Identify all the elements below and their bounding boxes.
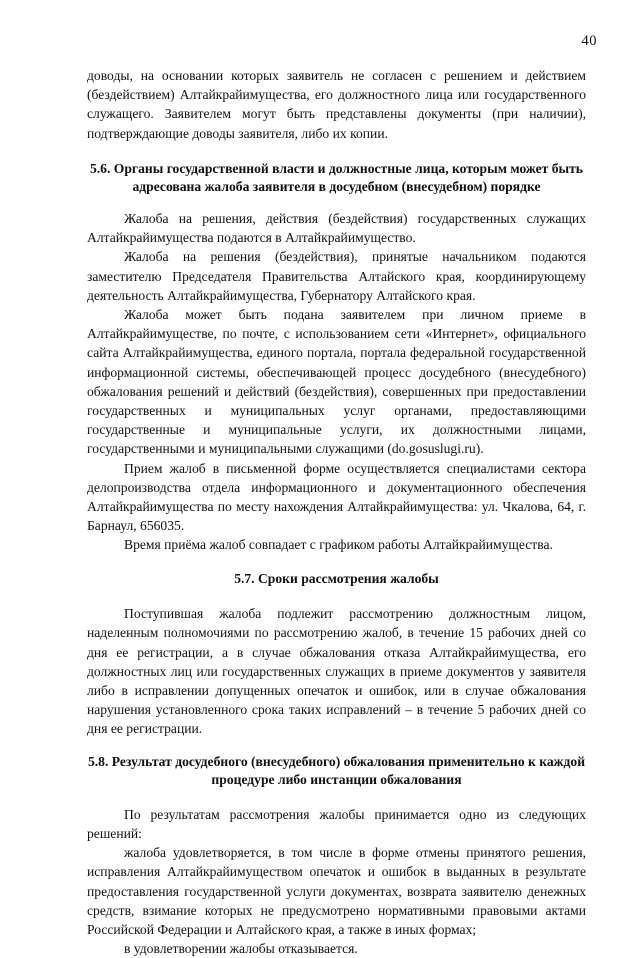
paragraph: Прием жалоб в письменной форме осуществляется специалистами сектора делопроизводства отдела информационного и документационного обеспечения Алтайкрайимущества по месту нахождения Алтайкрайимущества: ул. Чкалова, 64, г. Барнаул, 656035.: [87, 460, 586, 534]
section-5-7-heading: 5.7. Сроки рассмотрения жалобы: [234, 570, 439, 586]
paragraph: По результатам рассмотрения жалобы принимается одно из следующих решений:: [87, 806, 586, 842]
section-5-6-heading: 5.6. Органы государственной власти и должностные лица, которым может быть адресована жалоба заявителя в досудебном (внесудебном) порядке: [89, 160, 583, 195]
document-body: [87, 66, 586, 958]
paragraph: Жалоба может быть подана заявителем при личном приеме в Алтайкрайимуществе, по почте, с использованием сети «Интернет», официального сайта Алтайкрайимущества, единого портала, портала федеральной государственной информационной системы, обеспечивающей процесс досудебного (внесудебного) обжалования решений и действий (бездействия), совершенных при предоставлении государственных и муниципальных услуг органами, предоставляющими государственные и муниципальные услуги, их должностными лицами, государственными и муниципальными служащими (do.gosuslugi.ru).: [87, 307, 586, 457]
paragraph: в удовлетворении жалобы отказывается.: [124, 941, 358, 957]
paragraph: жалоба удовлетворяется, в том числе в форме отмены принятого решения, исправления Алтайкрайимуществом опечаток и ошибок в выданных в результате предоставления государственной услуги документах, возврата заявителю денежных средств, взимание которых не предусмотрено нормативными правовыми актами Российской Федерации и Алтайского края, а также в иных формах;: [87, 845, 586, 938]
paragraph: Жалоба на решения, действия (бездействия) государственных служащих Алтайкрайимущества подаются в Алтайкрайимущество.: [87, 211, 586, 246]
paragraph: Жалоба на решения (бездействия), принятые начальником подаются заместителю Председателя Правительства Алтайского края, координирующему деятельность Алтайкрайимущества, Губернатору Алтайского края.: [87, 249, 586, 303]
section-5-8-heading: 5.8. Результат досудебного (внесудебного) обжалования применительно к каждой процедуре либо инстанции обжалования: [87, 753, 586, 788]
page-number: 40: [581, 33, 597, 49]
intro-paragraph: доводы, на основании которых заявитель не согласен с решением и действием (бездействием) Алтайкрайимущества, его должностного лица или государственного служащего. Заявителем могут быть представлены документы (при наличии), подтверждающие доводы заявителя, либо их копии.: [87, 68, 586, 141]
paragraph: Время приёма жалоб совпадает с графиком работы Алтайкрайимущества.: [124, 537, 553, 553]
paragraph: Поступившая жалоба подлежит рассмотрению должностным лицом, наделенным полномочиями по рассмотрению жалоб, в течение 15 рабочих дней со дня ее регистрации, а в случае обжалования отказа Алтайкрайимущества, его должностных лиц или государственных служащих в приеме документов у заявителя либо в исправлении допущенных опечаток и ошибок, или в случае обжалования нарушения установленного срока таких исправлений – в течение 5 рабочих дней со дня ее регистрации.: [87, 606, 586, 737]
